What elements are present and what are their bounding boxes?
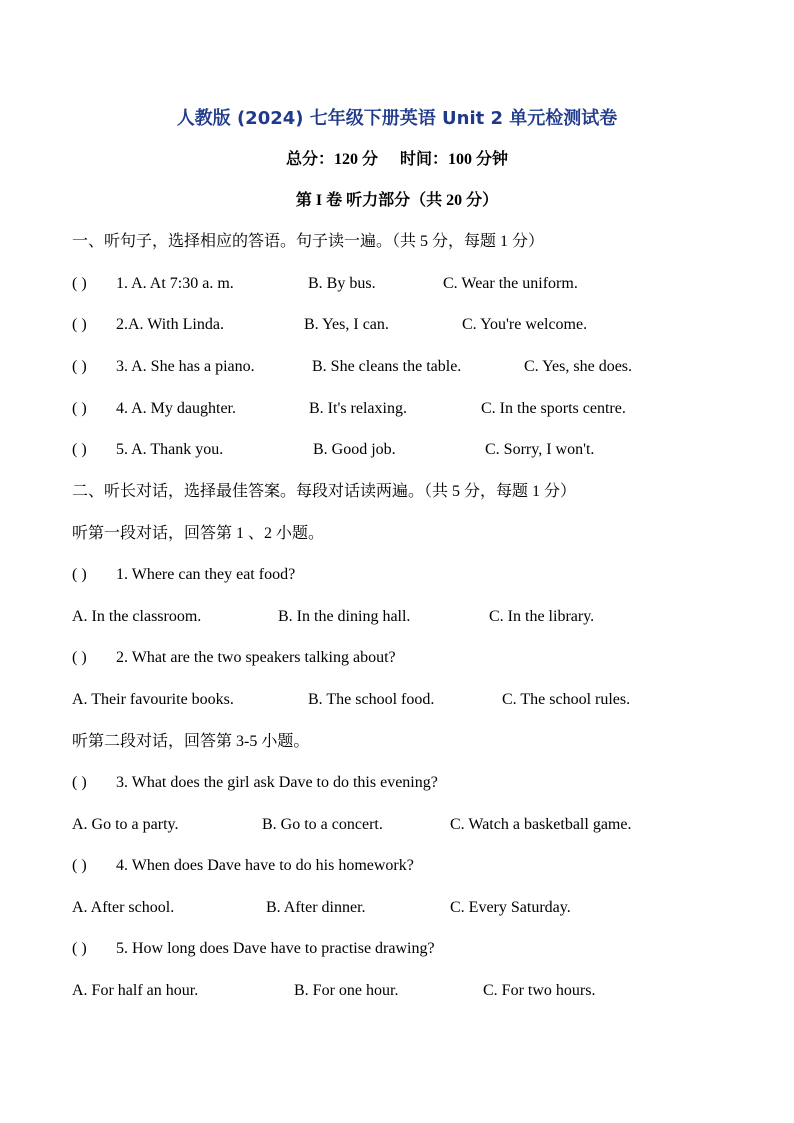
answer-paren: ( ) <box>72 275 87 292</box>
part-one-title: 第 I 卷 听力部分（共 20 分） <box>295 192 499 209</box>
option-b: B. Good job. <box>313 441 396 458</box>
option-a: 3. A. She has a piano. <box>116 358 255 375</box>
option-a: 4. A. My daughter. <box>116 400 236 417</box>
section1-question-1 <box>72 273 772 295</box>
section1-question-4 <box>72 398 772 420</box>
question-text: 1. Where can they eat food? <box>116 566 296 583</box>
score-time-line <box>0 149 794 171</box>
option-b: B. In the dining hall. <box>278 608 411 625</box>
option-b: B. The school food. <box>308 691 435 708</box>
option-b: B. She cleans the table. <box>312 358 462 375</box>
option-b: B. For one hour. <box>294 982 399 999</box>
answer-paren: ( ) <box>72 649 87 666</box>
option-c: C. In the library. <box>489 608 595 625</box>
answer-paren: ( ) <box>72 441 87 458</box>
option-c: C. The school rules. <box>502 691 631 708</box>
option-b: B. It's relaxing. <box>309 400 407 417</box>
option-a: A. Their favourite books. <box>72 691 234 708</box>
option-c: C. For two hours. <box>483 982 596 999</box>
option-c: C. Every Saturday. <box>450 899 571 916</box>
section2-options-5 <box>72 980 772 1002</box>
section2-options-4 <box>72 897 772 919</box>
dialog1-instruction: 听第一段对话，回答第 1 、2 小题。 <box>72 525 325 542</box>
option-a: A. After school. <box>72 899 175 916</box>
exam-time: 时间：100 分钟 <box>400 151 509 168</box>
option-c: C. Watch a basketball game. <box>450 816 632 833</box>
option-a: A. Go to a party. <box>72 816 179 833</box>
page-title: 人教版 (2024) 七年级下册英语 Unit 2 单元检测试卷 <box>176 108 618 129</box>
answer-paren: ( ) <box>72 857 87 874</box>
section2-question-2 <box>72 647 772 669</box>
section2-options-3 <box>72 814 772 836</box>
question-text: 3. What does the girl ask Dave to do this evening? <box>116 774 438 791</box>
answer-paren: ( ) <box>72 774 87 791</box>
section1-question-5 <box>72 439 772 461</box>
section2-question-3 <box>72 772 772 794</box>
option-a: A. For half an hour. <box>72 982 199 999</box>
answer-paren: ( ) <box>72 400 87 417</box>
option-b: B. By bus. <box>308 275 376 292</box>
question-text: 4. When does Dave have to do his homework? <box>116 857 414 874</box>
section2-options-1 <box>72 606 772 628</box>
option-a: 2.A. With Linda. <box>116 316 224 333</box>
dialog2-instruction: 听第二段对话，回答第 3-5 小题。 <box>72 733 310 750</box>
section1-question-2 <box>72 314 772 336</box>
option-c: C. You're welcome. <box>462 316 588 333</box>
option-a: A. In the classroom. <box>72 608 202 625</box>
section2-heading: 二、听长对话，选择最佳答案。每段对话读两遍。（共 5 分，每题 1 分） <box>72 483 577 500</box>
question-text: 2. What are the two speakers talking about? <box>116 649 396 666</box>
option-b: B. Go to a concert. <box>262 816 383 833</box>
section1-heading: 一、听句子，选择相应的答语。句子读一遍。（共 5 分，每题 1 分） <box>72 233 545 250</box>
section2-question-4 <box>72 855 772 877</box>
answer-paren: ( ) <box>72 566 87 583</box>
section2-question-5 <box>72 938 772 960</box>
option-c: C. Sorry, I won't. <box>485 441 595 458</box>
option-c: C. Wear the uniform. <box>443 275 578 292</box>
option-c: C. In the sports centre. <box>481 400 626 417</box>
option-a: 1. A. At 7:30 a. m. <box>116 275 234 292</box>
option-b: B. Yes, I can. <box>304 316 389 333</box>
total-score: 总分：120 分 <box>285 151 378 168</box>
section1-question-3 <box>72 356 772 378</box>
answer-paren: ( ) <box>72 940 87 957</box>
section2-options-2 <box>72 689 772 711</box>
option-b: B. After dinner. <box>266 899 366 916</box>
option-c: C. Yes, she does. <box>524 358 633 375</box>
answer-paren: ( ) <box>72 316 87 333</box>
answer-paren: ( ) <box>72 358 87 375</box>
section2-question-1 <box>72 564 772 586</box>
question-text: 5. How long does Dave have to practise drawing? <box>116 940 435 957</box>
option-a: 5. A. Thank you. <box>116 441 224 458</box>
